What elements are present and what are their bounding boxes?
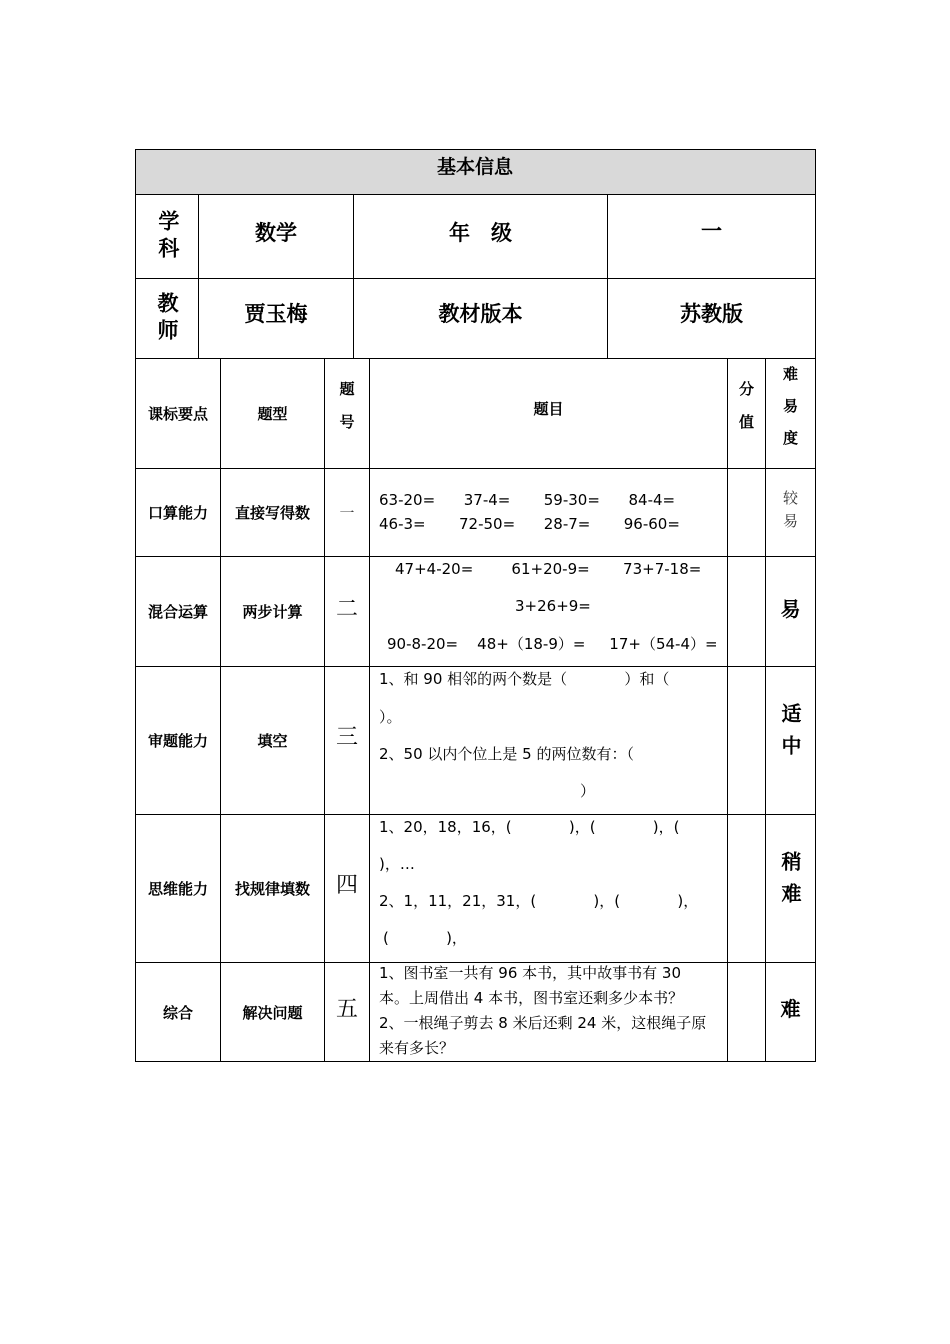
table-row-3-difficulty-text: 适中 [778, 703, 802, 767]
table-row-4-line-2: )，… [379, 855, 415, 873]
table-row-1-type: 直接写得数 [234, 504, 310, 522]
table-row-4-line-3: 2、1，11，21，31，( )，( )， [379, 892, 699, 910]
teacher-key-text: 教师 [155, 291, 179, 346]
table-row-1-difficulty [766, 469, 815, 556]
table-row-3-difficulty [766, 667, 815, 803]
table-row-4-type: 找规律填数 [234, 880, 310, 898]
table-row-4-point: 思维能力 [147, 880, 208, 898]
table-row-5-num: 五 [335, 996, 358, 1022]
table-row-5-line-2: 本。上周借出 4 本书，图书室还剩多少本书？ [379, 989, 684, 1007]
table-row-1-difficulty-text: 较易 [781, 489, 799, 536]
table-row-3-num: 三 [335, 724, 358, 750]
table-row-4-difficulty [766, 815, 815, 951]
table-row-5-difficulty: 难 [780, 996, 801, 1021]
col-header-num [325, 359, 369, 468]
table-row-2-num: 二 [335, 596, 358, 622]
table-row-3-point: 审题能力 [147, 732, 208, 750]
table-row-4-line-1: 1、20，18，16，( )，( )，( [379, 818, 680, 836]
table-row-1-num: 一 [339, 504, 355, 522]
subject-value: 数学 [255, 221, 297, 245]
table-row-3-line-4: ） [580, 782, 596, 800]
table-row-1-line-2: 46-3= 72-50= 28-7= 96-60= [379, 515, 680, 533]
teacher-value: 贾玉梅 [244, 302, 308, 326]
grade-key: 年 级 [449, 221, 512, 245]
table-row-3-line-2: ）。 [379, 708, 402, 726]
table-row-4-num: 四 [335, 872, 358, 898]
table-row-2-difficulty: 易 [780, 596, 801, 621]
col-header-type: 题型 [257, 405, 288, 423]
table-row-3-type: 填空 [257, 732, 288, 750]
subject-key [136, 195, 198, 278]
col-header-score-text: 分值 [737, 380, 755, 447]
col-header-difficulty-text: 难易度 [781, 365, 799, 462]
table-row-2-line-1: 47+4-20= 61+20-9= 73+7-18= [395, 560, 702, 578]
col-header-num-text: 题号 [337, 380, 356, 447]
col-header-point: 课标要点 [147, 405, 208, 423]
teacher-key [136, 279, 198, 358]
grade-value: 一 [701, 219, 722, 243]
table-row-3-line-1: 1、和 90 相邻的两个数是（ ）和（ [379, 670, 670, 688]
subject-key-text: 学科 [155, 209, 180, 264]
table-row-2-point: 混合运算 [147, 603, 208, 621]
table-row-1-line-1: 63-20= 37-4= 59-30= 84-4= [379, 491, 676, 509]
table-title: 基本信息 [436, 155, 513, 178]
table-row-5-line-1: 1、图书室一共有 96 本书，其中故事书有 30 [379, 964, 682, 982]
table-row-5-line-3: 2、一根绳子剪去 8 米后还剩 24 米，这根绳子原 [379, 1014, 707, 1032]
table-row-2-line-2: 3+26+9= [515, 597, 591, 615]
table-row-1-point: 口算能力 [147, 504, 208, 522]
col-header-question: 题目 [533, 400, 564, 418]
textbook-value: 苏教版 [680, 302, 743, 326]
table-row-4-line-4: ( )， [383, 929, 467, 947]
table-row-5-point: 综合 [162, 1003, 193, 1022]
table-row-2-line-3: 90-8-20= 48+（18-9）= 17+（54-4）= [387, 635, 718, 653]
table-row-5-type: 解决问题 [242, 1003, 303, 1022]
col-header-score [728, 359, 765, 468]
textbook-key: 教材版本 [438, 302, 523, 326]
col-header-difficulty [766, 359, 815, 468]
table-row-5-line-4: 来有多长？ [379, 1039, 455, 1057]
table-row-4-difficulty-text: 稍难 [778, 851, 802, 915]
table-row-2-type: 两步计算 [242, 603, 303, 621]
table-row-3-line-3: 2、50 以内个位上是 5 的两位数有：（ [379, 745, 634, 763]
